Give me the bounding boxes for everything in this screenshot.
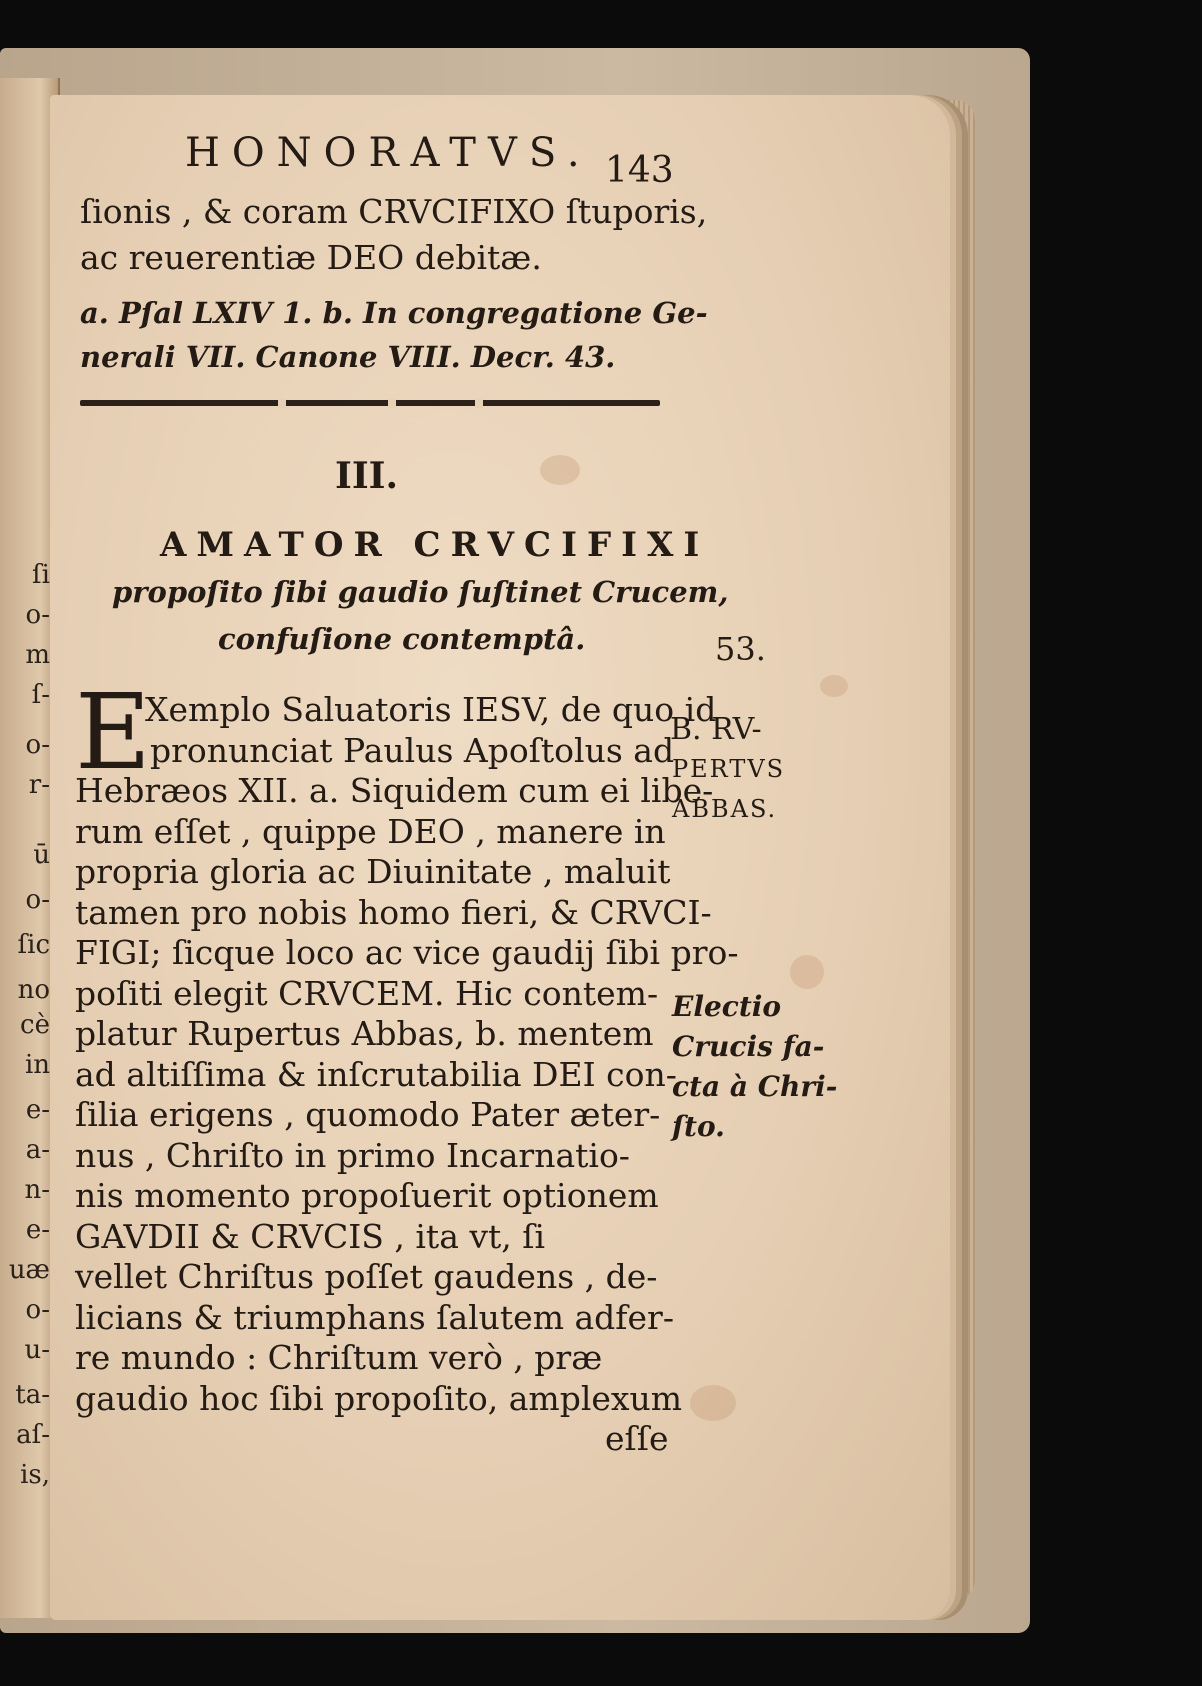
rule-break xyxy=(475,399,483,408)
left-page-fragment: ta- xyxy=(15,1380,50,1410)
left-page-fragment: o- xyxy=(25,1295,50,1325)
left-page-fragment: m xyxy=(25,640,50,670)
sidenote-line: PERTVS xyxy=(672,755,786,783)
body-line: tamen pro nobis homo fieri, & CRVCI- xyxy=(75,892,712,932)
left-page-fragment: e- xyxy=(25,1215,50,1245)
sidenote-line: Crucis fa- xyxy=(672,1030,825,1063)
left-page-fragment: ſ- xyxy=(31,680,50,710)
body-line: gaudio hoc ſibi propoſito, amplexum xyxy=(75,1378,683,1418)
left-page-fragment: is, xyxy=(20,1460,50,1490)
subtitle-line: confuſione contemptâ. xyxy=(218,622,586,656)
section-number: III. xyxy=(335,455,399,497)
body-line: ad altiſſima & inſcrutabilia DEI con- xyxy=(75,1054,677,1094)
foxing-stain xyxy=(820,675,848,697)
left-page-fragment: aſ- xyxy=(16,1420,50,1450)
body-line: pronunciat Paulus Apoſtolus ad xyxy=(150,730,675,770)
left-page-fragment: a- xyxy=(25,1135,50,1165)
left-page-fragment: no xyxy=(17,975,50,1005)
left-page-fragment: e- xyxy=(25,1095,50,1125)
section-rule xyxy=(80,400,660,406)
page-number: 143 xyxy=(605,150,674,191)
body-line: platur Rupertus Abbas, b. mentem xyxy=(75,1014,654,1053)
left-page-fragment: ſi xyxy=(32,560,50,590)
left-page-fragment: uæ xyxy=(8,1255,50,1285)
sidenote-line: ſto. xyxy=(672,1110,725,1143)
left-page-fragment: o- xyxy=(25,885,50,915)
section-heading: AMATOR CRVCIFIXI xyxy=(160,525,710,565)
body-line: poſiti elegit CRVCEM. Hic contem- xyxy=(75,973,659,1013)
body-line: licians & triumphans ſalutem adfer- xyxy=(75,1297,674,1337)
margin-number: 53. xyxy=(715,630,766,668)
body-line: Hebræos XII. a. Siquidem cum ei libe- xyxy=(75,771,714,810)
left-page-fragment: ſic xyxy=(17,930,50,960)
subtitle-line: propoſito ſibi gaudio ſuſtinet Crucem, xyxy=(112,575,729,609)
foxing-stain xyxy=(690,1385,736,1421)
left-page-fragment: u- xyxy=(24,1335,50,1365)
running-head: HONORATVS. xyxy=(185,130,592,176)
left-page-fragment: r- xyxy=(28,770,50,800)
rule-break xyxy=(278,399,286,408)
left-page-fragment: in xyxy=(24,1050,50,1080)
left-page-fragment: o- xyxy=(25,600,50,630)
sidenote-line: ABBAS. xyxy=(672,795,778,823)
body-line: vellet Chriſtus poſſet gaudens , de- xyxy=(75,1257,658,1296)
body-line: nis momento propoſuerit optionem xyxy=(75,1176,659,1215)
left-page-fragment: n- xyxy=(24,1175,50,1205)
body-line: GAVDII & CRVCIS , ita vt, ſi xyxy=(75,1216,546,1256)
drop-cap: E xyxy=(75,671,151,793)
body-line: ſilia erigens , quomodo Pater æter- xyxy=(75,1095,661,1134)
text-line: ſionis , & coram CRVCIFIXO ſtuporis, xyxy=(80,192,708,231)
body-line: nus , Chriſto in primo Incarnatio- xyxy=(75,1135,630,1175)
sidenote-line: cta à Chri- xyxy=(672,1070,838,1103)
footnote-line: a. Pſal LXIV 1. b. In congregatione Ge- xyxy=(80,296,708,330)
body-line: rum eſſet , quippe DEO , manere in xyxy=(75,811,666,851)
body-line: eſſe xyxy=(605,1419,669,1458)
body-line: Xemplo Saluatoris IESV, de quo id xyxy=(145,690,717,729)
foxing-stain xyxy=(790,955,824,989)
sidenote-line: B. RV- xyxy=(670,712,762,747)
footnote-line: nerali VII. Canone VIII. Decr. 43. xyxy=(80,340,616,374)
rule-break xyxy=(388,399,396,408)
body-line: FIGI; ſicque loco ac vice gaudij ſibi pro- xyxy=(75,933,739,972)
left-page-fragment: ū xyxy=(33,840,50,870)
body-line: propria gloria ac Diuinitate , maluit xyxy=(75,852,671,891)
sidenote-line: Electio xyxy=(672,990,782,1023)
text-line: ac reuerentiæ DEO debitæ. xyxy=(80,238,542,277)
left-page-fragment: o- xyxy=(25,730,50,760)
foxing-stain xyxy=(540,455,580,485)
body-line: re mundo : Chriſtum verò , præ xyxy=(75,1338,603,1377)
left-page-fragment: cè xyxy=(20,1010,50,1040)
